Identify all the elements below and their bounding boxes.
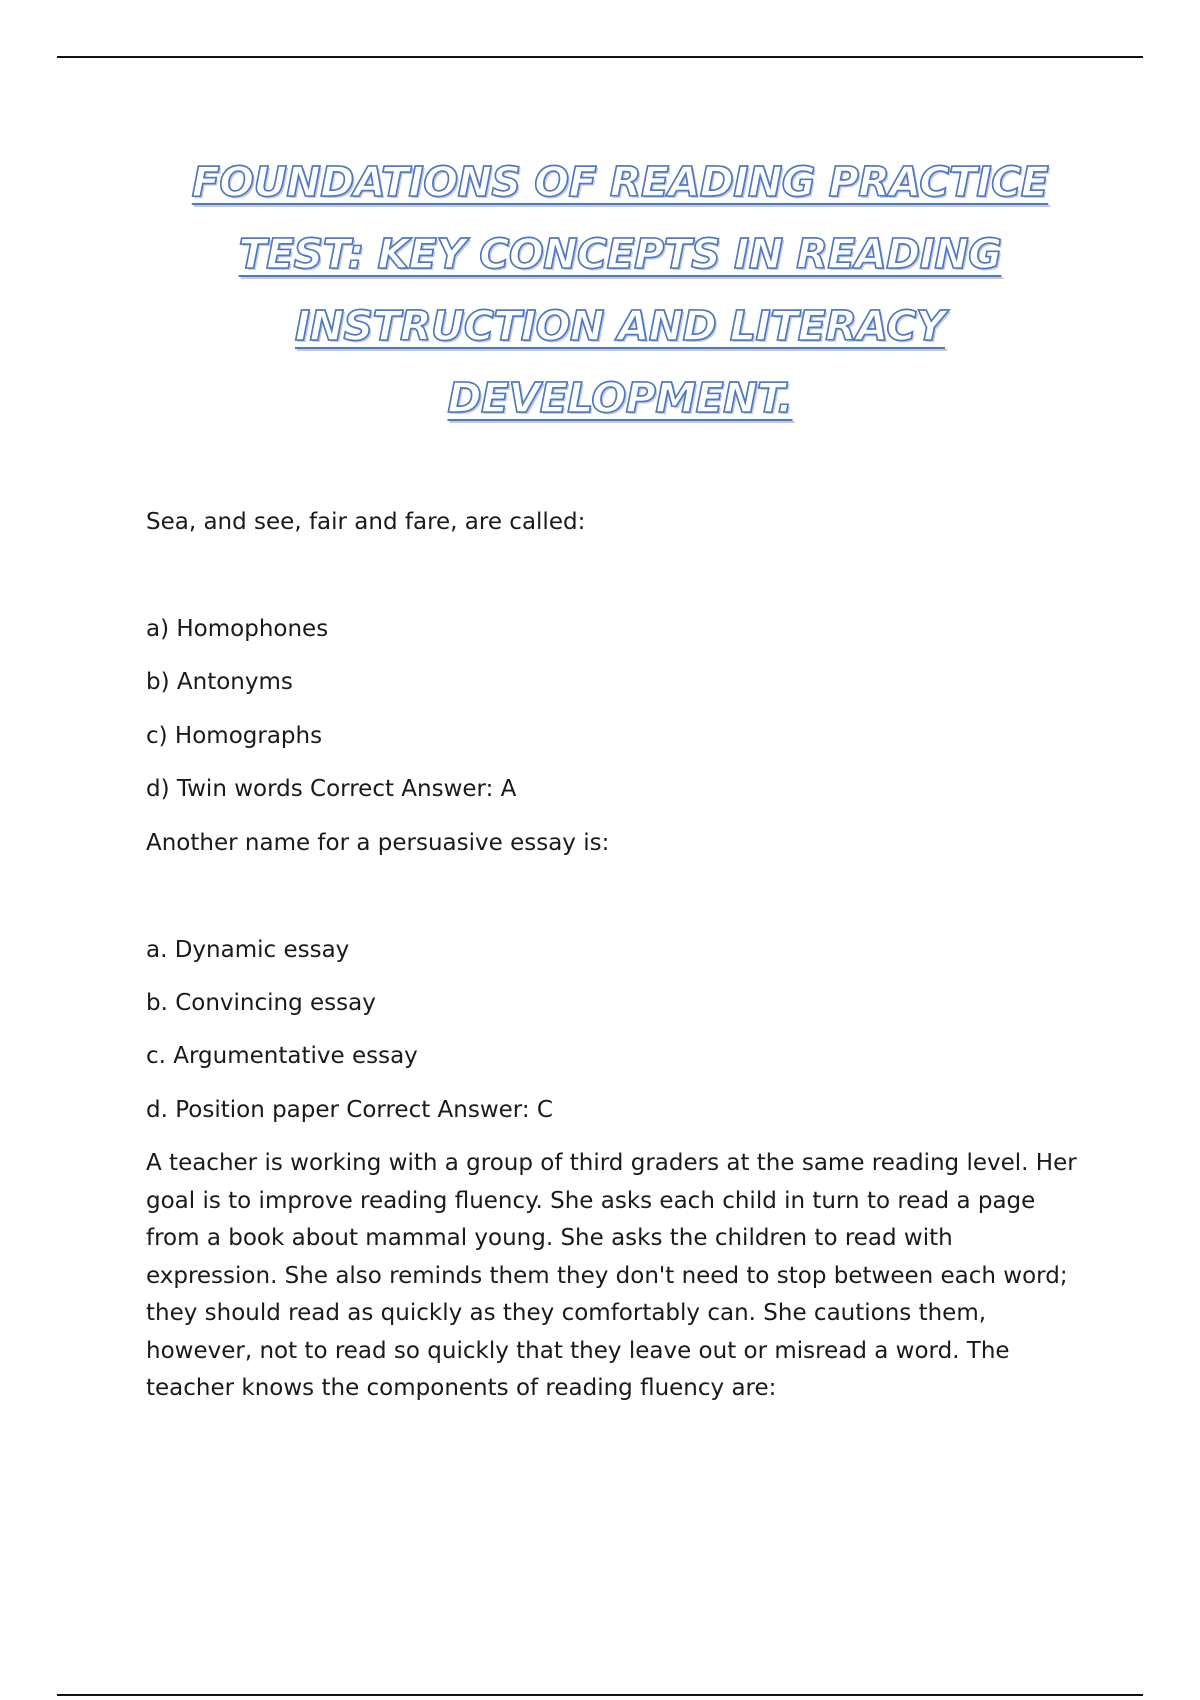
question-1-option-a: a) Homophones (146, 616, 329, 642)
question-1-option-c: c) Homographs (146, 723, 323, 749)
question-3-text: A teacher is working with a group of third graders at the same reading level. Her goal is to improve reading fluency. She asks each child in turn to read a page from a book about mammal young. She asks the children to read with expression. She also reminds them they don't need to stop between each word; they should read as quickly as they comfortably can. She cautions them, however, not to read so quickly that they leave out or misread a word. The teacher knows the components of reading fluency are: (146, 1150, 1077, 1401)
header-rule (57, 56, 1143, 58)
question-2-option-d: d. Position paper Correct Answer: C (146, 1097, 553, 1123)
question-2-option-a: a. Dynamic essay (146, 937, 350, 963)
document-title: FOUNDATIONS OF READING PRACTICE TEST: KEY CONCEPTS IN READING INSTRUCTION AND LITERACY DEVELOPMENT. (191, 158, 1049, 422)
question-2-text: Another name for a persuasive essay is: (146, 830, 610, 856)
question-1-option-d: d) Twin words Correct Answer: A (146, 776, 517, 802)
question-2-option-b: b. Convincing essay (146, 990, 376, 1016)
question-1-option-b: b) Antonyms (146, 669, 293, 695)
footer-rule (57, 1694, 1143, 1696)
question-2-option-c: c. Argumentative essay (146, 1043, 418, 1069)
question-1-text: Sea, and see, fair and fare, are called: (146, 509, 586, 535)
